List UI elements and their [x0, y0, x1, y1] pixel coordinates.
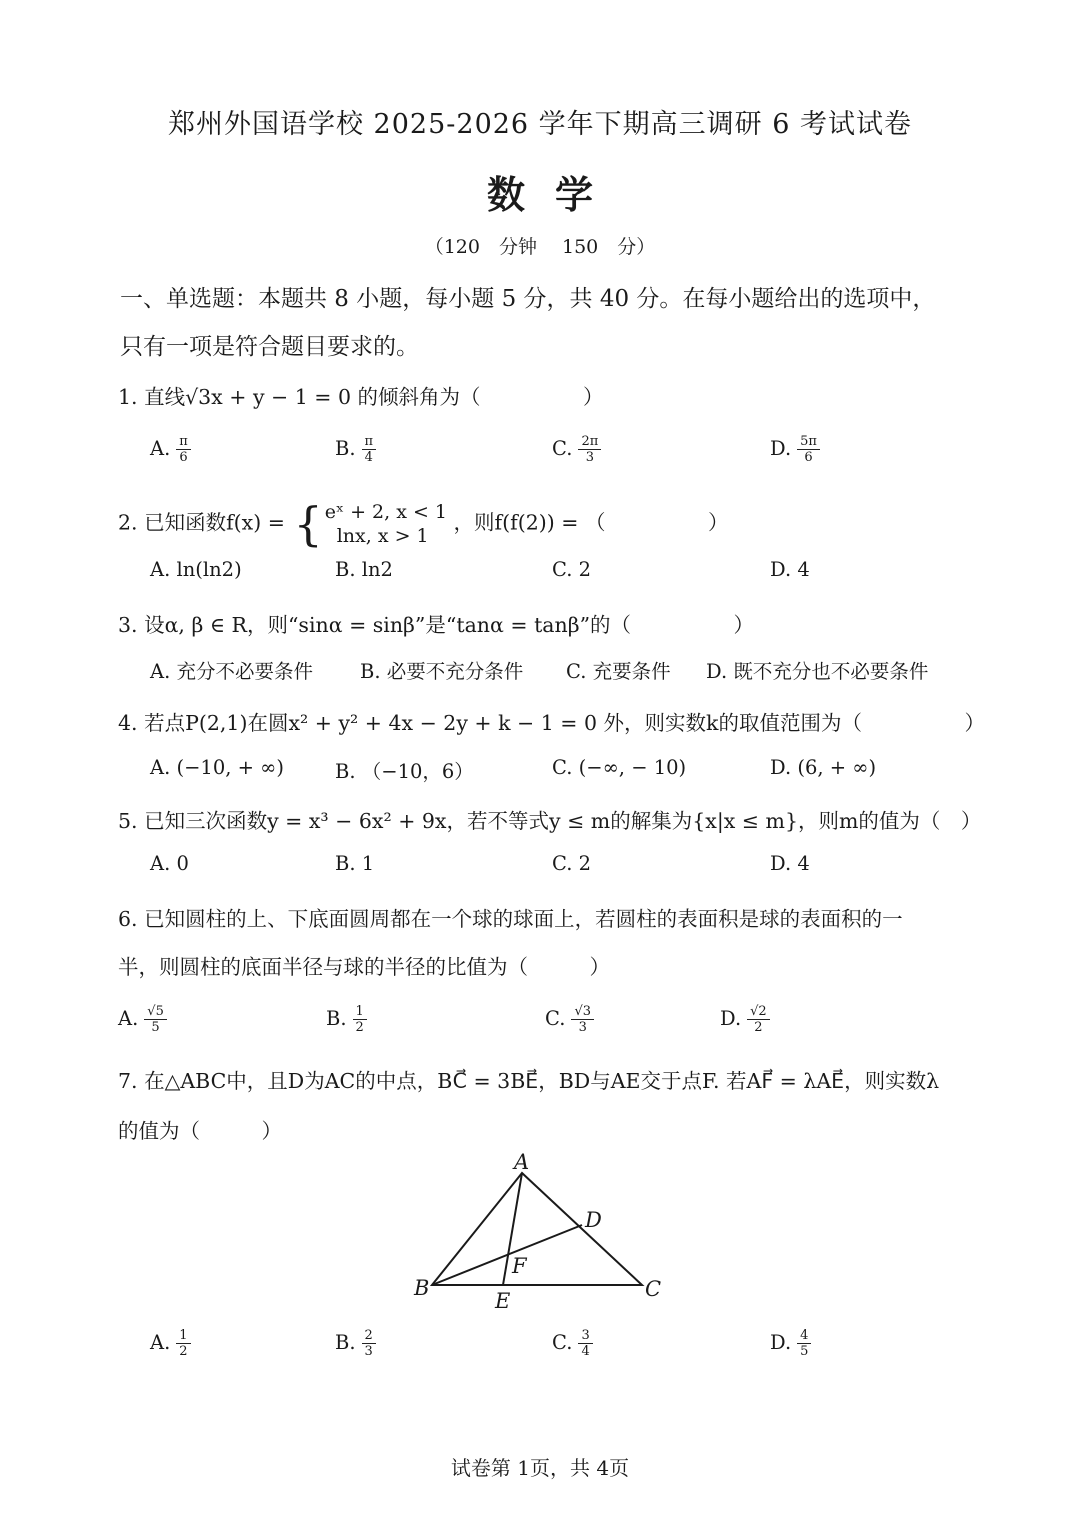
exam-info: （120 分钟 150 分）: [424, 236, 656, 258]
label-d: D: [585, 1208, 602, 1232]
q7-option-d: D. $\frac{4}{5}$: [770, 1328, 811, 1359]
q7-option-b: B. $\frac{2}{3}$: [335, 1328, 376, 1359]
q4-option-a: A. (−10, + ∞): [150, 756, 285, 779]
q5-option-a: A. 0: [150, 852, 189, 875]
question-5-stem: 5. 已知三次函数y = x³ − 6x² + 9x，若不等式y ≤ m的解集为{x|x ≤ m}，则m的值为（ ）: [118, 809, 982, 833]
q3-option-b: B. 必要不充分条件: [360, 660, 524, 683]
q3-option-a: A. 充分不必要条件: [150, 660, 313, 683]
q1-option-b: B. $\frac{\pi}{4}$: [335, 434, 376, 465]
piecewise-case-1: eˣ + 2, x < 1: [324, 501, 448, 523]
q5-option-c: C. 2: [552, 852, 592, 875]
q6-option-b: B. $\frac{1}{2}$: [326, 1004, 367, 1035]
label-f: F: [512, 1254, 527, 1278]
section-heading-line1: 一、单选题：本题共 8 小题，每小题 5 分，共 40 分。在每小题给出的选项中，: [120, 286, 936, 312]
question-7-stem-line2: 的值为（ ）: [118, 1119, 282, 1143]
q6-option-d: D. $\frac{√2}{2}$: [720, 1004, 770, 1035]
segment-bd: [432, 1225, 582, 1285]
q3-option-d: D. 既不充分也不必要条件: [706, 660, 929, 683]
label-a: A: [514, 1150, 530, 1174]
q1-option-a: A. $\frac{\pi}{6}$: [150, 434, 191, 465]
label-e: E: [495, 1289, 511, 1313]
question-3-stem: 3. 设α, β ∈ R，则“sinα = sinβ”是“tanα = tanβ”的（ ）: [118, 613, 755, 637]
q6-option-c: C. $\frac{√3}{3}$: [545, 1004, 594, 1035]
q5-option-d: D. 4: [770, 852, 810, 875]
triangle-figure: [400, 1145, 690, 1320]
piecewise-case-2: lnx, x > 1: [336, 525, 429, 547]
question-1-stem: 1. 直线√3x + y − 1 = 0 的倾斜角为（ ）: [118, 385, 604, 409]
question-7-stem-line1: 7. 在△ABC中，且D为AC的中点，BC⃗ = 3BE⃗，BD与AE交于点F. 若AF⃗ = λAE⃗，则实数λ: [118, 1069, 940, 1093]
question-4-stem: 4. 若点P(2,1)在圆x² + y² + 4x − 2y + k − 1 = 0 外，则实数k的取值范围为（ ）: [118, 711, 985, 735]
q2-option-b: B. ln2: [335, 558, 393, 581]
label-b: B: [414, 1276, 430, 1300]
q5-option-b: B. 1: [335, 852, 375, 875]
triangle-abc: [432, 1173, 642, 1285]
q7-option-c: C. $\frac{3}{4}$: [552, 1328, 593, 1359]
label-c: C: [645, 1277, 662, 1301]
q3-option-c: C. 充要条件: [566, 660, 671, 683]
q2-option-a: A. ln(ln2): [150, 558, 242, 581]
q4-option-c: C. (−∞, − 10): [552, 756, 687, 779]
q1-option-c: C. $\frac{2\pi}{3}$: [552, 434, 601, 465]
q1-option-d: D. $\frac{5\pi}{6}$: [770, 434, 820, 465]
question-6-stem-line2: 半，则圆柱的底面半径与球的半径的比值为（ ）: [118, 955, 610, 979]
q6-option-a: A. $\frac{√5}{5}$: [118, 1004, 167, 1035]
subject-title: 数学: [486, 172, 623, 217]
q7-option-a: A. $\frac{1}{2}$: [150, 1328, 191, 1359]
q4-option-b: B. （−10，6）: [335, 760, 474, 783]
section-heading-line2: 只有一项是符合题目要求的。: [120, 334, 419, 360]
q2-option-d: D. 4: [770, 558, 810, 581]
exam-title: 郑州外国语学校 2025-2026 学年下期高三调研 6 考试试卷: [167, 109, 913, 140]
question-6-stem-line1: 6. 已知圆柱的上、下底面圆周都在一个球的球面上，若圆柱的表面积是球的表面积的一: [118, 907, 903, 931]
page-footer: 试卷第 1页，共 4页: [450, 1456, 630, 1480]
q4-option-d: D. (6, + ∞): [770, 756, 877, 779]
question-2-stem: 2. 已知函数f(x) = { eˣ + 2, x < 1 lnx, x > 1 ，则f(f(2)) = （ ）: [118, 497, 729, 551]
q2-option-c: C. 2: [552, 558, 592, 581]
